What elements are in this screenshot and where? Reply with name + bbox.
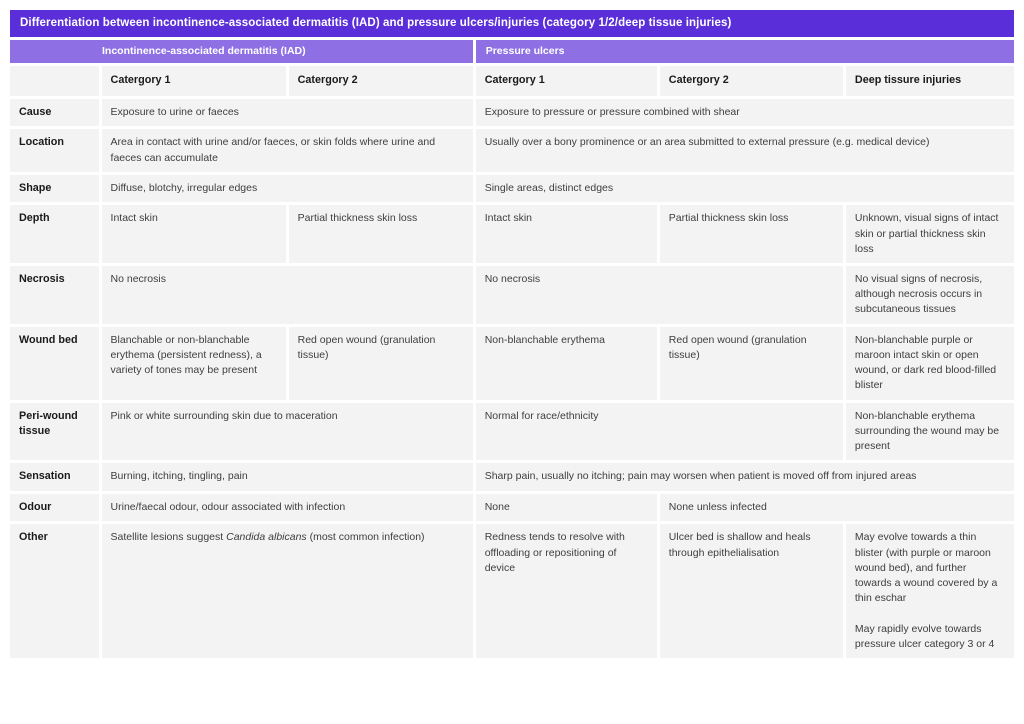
row-peri-wound-tissue xyxy=(10,403,1014,461)
column-header-pu-category1: Catergory 1 xyxy=(476,66,657,96)
cell-wound-bed-pu-cat1: Non-blanchable erythema xyxy=(476,327,657,400)
cell-peri-wound-iad: Pink or white surrounding skin due to maceration xyxy=(102,403,473,461)
row-location xyxy=(10,129,1014,171)
row-label-odour: Odour xyxy=(10,494,99,522)
cell-shape-pressure: Single areas, distinct edges xyxy=(476,175,1014,203)
cell-wound-bed-iad-cat1: Blanchable or non-blanchable erythema (persistent redness), a variety of tones may be present xyxy=(102,327,286,400)
row-wound-bed xyxy=(10,327,1014,400)
row-cause xyxy=(10,99,1014,127)
cell-sensation-iad: Burning, itching, tingling, pain xyxy=(102,463,473,491)
cell-necrosis-iad: No necrosis xyxy=(102,266,473,324)
cell-depth-pu-cat2: Partial thickness skin loss xyxy=(660,205,843,263)
row-label-wound-bed: Wound bed xyxy=(10,327,99,400)
cell-necrosis-pressure: No necrosis xyxy=(476,266,843,324)
group-header-iad: Incontinence-associated dermatitis (IAD) xyxy=(10,40,473,63)
group-header-row xyxy=(10,40,1014,63)
cell-depth-iad-cat2: Partial thickness skin loss xyxy=(289,205,473,263)
row-label-necrosis: Necrosis xyxy=(10,266,99,324)
cell-odour-iad: Urine/faecal odour, odour associated with infection xyxy=(102,494,473,522)
cell-wound-bed-dti: Non-blanchable purple or maroon intact skin or open wound, or dark red blood-filled blister xyxy=(846,327,1014,400)
row-shape xyxy=(10,175,1014,203)
cell-other-iad xyxy=(102,524,473,658)
cell-other-pu-cat2: Ulcer bed is shallow and heals through epithelialisation xyxy=(660,524,843,658)
cell-peri-wound-dti: Non-blanchable erythema surrounding the wound may be present xyxy=(846,403,1014,461)
row-sensation xyxy=(10,463,1014,491)
cell-necrosis-dti: No visual signs of necrosis, although necrosis occurs in subcutaneous tissues xyxy=(846,266,1014,324)
row-label-cause: Cause xyxy=(10,99,99,127)
cell-peri-wound-pressure: Normal for race/ethnicity xyxy=(476,403,843,461)
row-necrosis xyxy=(10,266,1014,324)
cell-cause-iad: Exposure to urine or faeces xyxy=(102,99,473,127)
row-label-depth: Depth xyxy=(10,205,99,263)
row-odour xyxy=(10,494,1014,522)
cell-other-pu-cat1: Redness tends to resolve with offloading or repositioning of device xyxy=(476,524,657,658)
differentiation-table xyxy=(7,7,1017,661)
column-header-pu-category2: Catergory 2 xyxy=(660,66,843,96)
other-dti-paragraph-2: May rapidly evolve towards pressure ulcer category 3 or 4 xyxy=(854,622,995,650)
cell-wound-bed-pu-cat2: Red open wound (granulation tissue) xyxy=(660,327,843,400)
other-dti-paragraph-1: May evolve towards a thin blister (with purple or maroon wound bed), and further towards a wound covered by a thin eschar xyxy=(854,531,998,605)
other-iad-text-pre: Satellite lesions suggest xyxy=(110,531,227,544)
cell-location-pressure: Usually over a bony prominence or an area submitted to external pressure (e.g. medical device) xyxy=(476,129,1014,171)
column-header-iad-category1: Catergory 1 xyxy=(102,66,286,96)
other-iad-text-post: (most common infection) xyxy=(306,531,425,544)
row-label-location: Location xyxy=(10,129,99,171)
row-label-other: Other xyxy=(10,524,99,658)
row-other xyxy=(10,524,1014,658)
column-header-iad-category2: Catergory 2 xyxy=(289,66,473,96)
cell-depth-iad-cat1: Intact skin xyxy=(102,205,286,263)
column-header-deep-tissue-injuries: Deep tissure injuries xyxy=(846,66,1014,96)
column-header-empty xyxy=(10,66,99,96)
cell-wound-bed-iad-cat2: Red open wound (granulation tissue) xyxy=(289,327,473,400)
cell-cause-pressure: Exposure to pressure or pressure combined with shear xyxy=(476,99,1014,127)
cell-location-iad: Area in contact with urine and/or faeces, or skin folds where urine and faeces can accumulate xyxy=(102,129,473,171)
cell-shape-iad: Diffuse, blotchy, irregular edges xyxy=(102,175,473,203)
row-depth xyxy=(10,205,1014,263)
row-label-sensation: Sensation xyxy=(10,463,99,491)
cell-depth-dti: Unknown, visual signs of intact skin or partial thickness skin loss xyxy=(846,205,1014,263)
cell-odour-pu-cat2: None unless infected xyxy=(660,494,1014,522)
table-title: Differentiation between incontinence-associated dermatitis (IAD) and pressure ulcers/injuries (category 1/2/deep tissue injuries) xyxy=(10,10,1014,37)
cell-sensation-pressure: Sharp pain, usually no itching; pain may worsen when patient is moved off from injured areas xyxy=(476,463,1014,491)
cell-depth-pu-cat1: Intact skin xyxy=(476,205,657,263)
title-row xyxy=(10,10,1014,37)
other-iad-text-italic: Candida albicans xyxy=(226,531,307,544)
row-label-shape: Shape xyxy=(10,175,99,203)
cell-other-dti xyxy=(846,524,1014,658)
row-label-peri-wound-tissue: Peri-wound tissue xyxy=(10,403,99,461)
cell-odour-pu-cat1: None xyxy=(476,494,657,522)
group-header-pressure-ulcers: Pressure ulcers xyxy=(476,40,1014,63)
column-header-row xyxy=(10,66,1014,96)
